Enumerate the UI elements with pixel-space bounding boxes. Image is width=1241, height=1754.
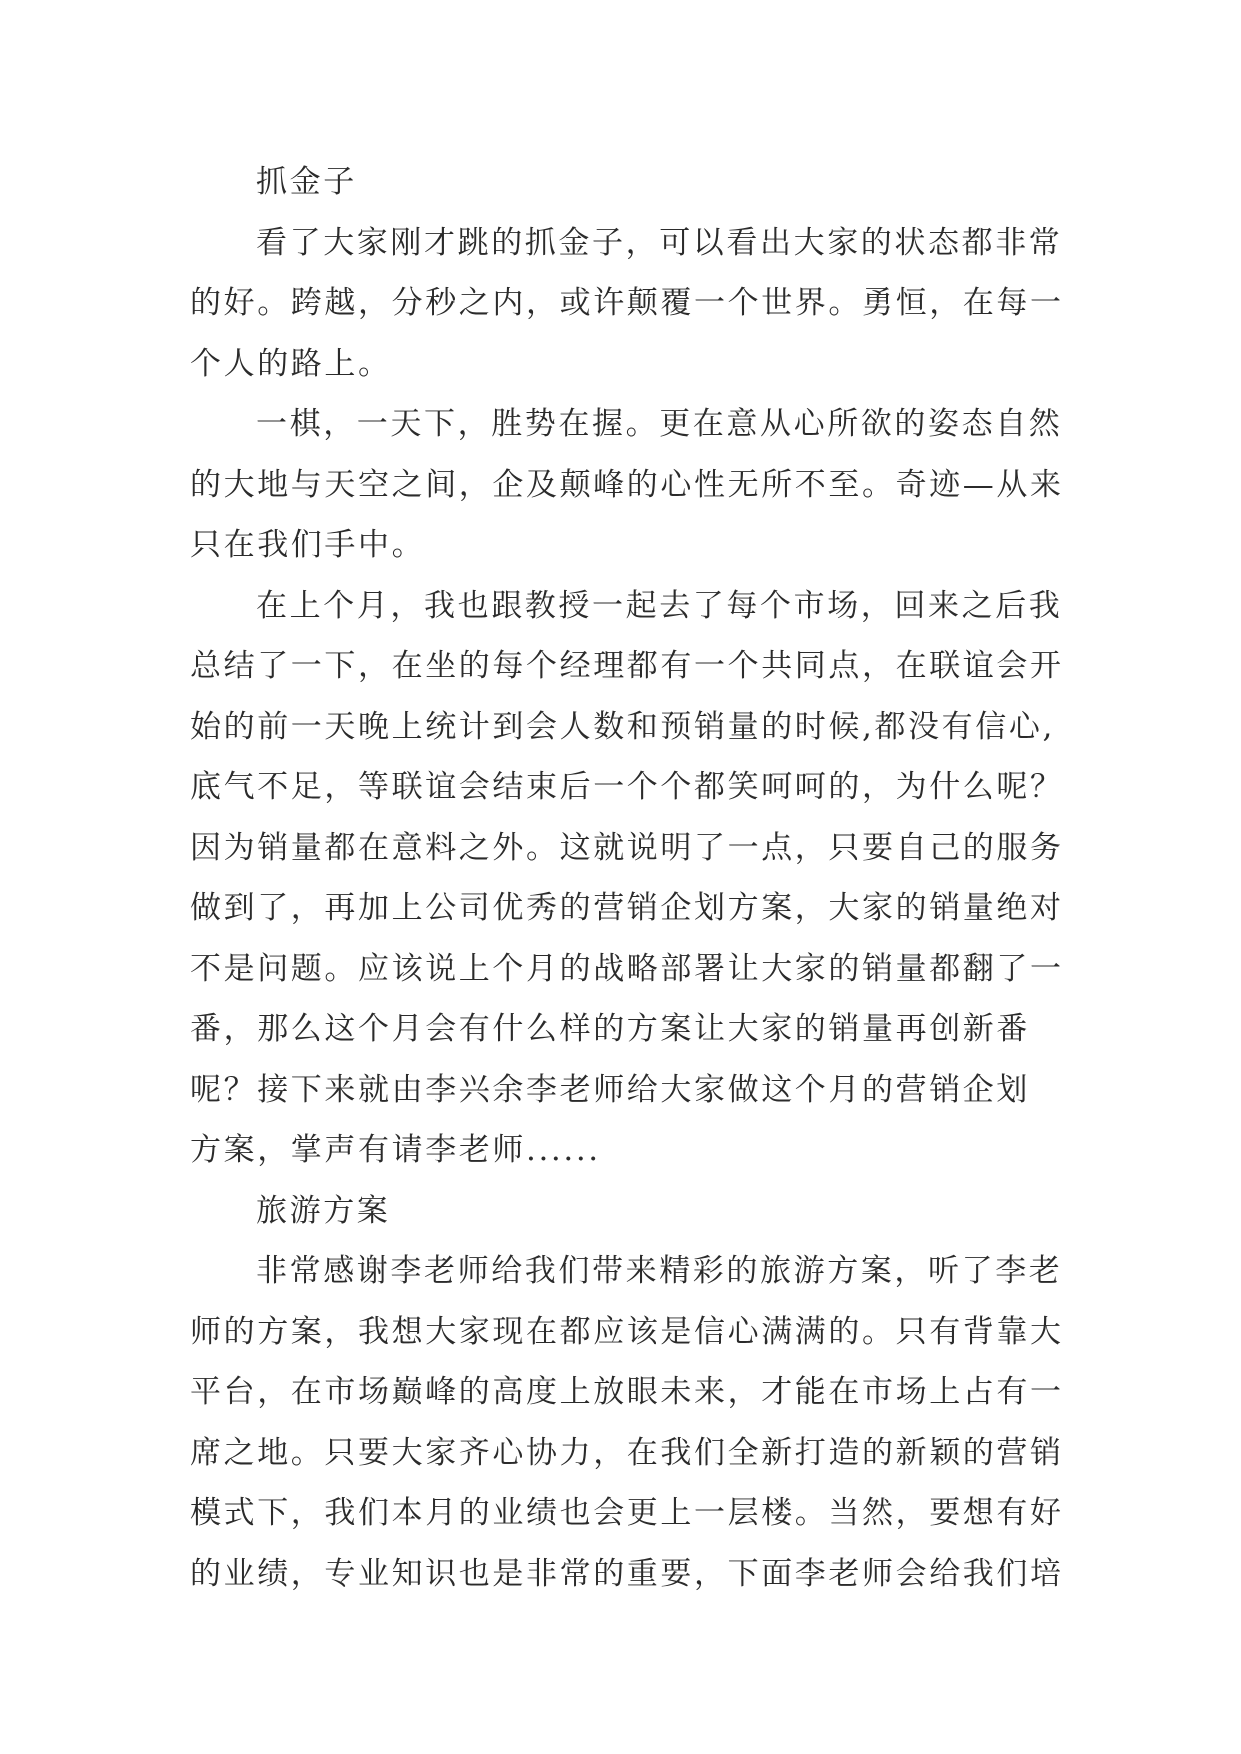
paragraph-line: 不是问题。应该说上个月的战略部署让大家的销量都翻了一 bbox=[190, 950, 1064, 987]
paragraph-line: 做到了，再加上公司优秀的营销企划方案，大家的销量绝对 bbox=[190, 890, 1064, 926]
paragraph-line: 平台，在市场巅峰的高度上放眼未来，才能在市场上占有一 bbox=[190, 1374, 1064, 1410]
paragraph-line: 总结了一下，在坐的每个经理都有一个共同点，在联谊会开 bbox=[190, 648, 1064, 684]
paragraph-line: 的业绩，专业知识也是非常的重要，下面李老师会给我们培 bbox=[190, 1555, 1064, 1592]
section-heading: 抓金子 bbox=[256, 164, 357, 200]
paragraph-line: 因为销量都在意料之外。这就说明了一点，只要自己的服务 bbox=[190, 829, 1064, 866]
paragraph-line: 始的前一天晚上统计到会人数和预销量的时候,都没有信心, bbox=[190, 708, 1055, 745]
paragraph-line: 底气不足，等联谊会结束后一个个都笑呵呵的，为什么呢？ bbox=[190, 769, 1064, 805]
paragraph-line: 番，那么这个月会有什么样的方案让大家的销量再创新番 bbox=[190, 1011, 1030, 1047]
paragraph-line: 个人的路上。 bbox=[190, 345, 392, 382]
paragraph-line: 方案，掌声有请李老师...... bbox=[190, 1132, 601, 1168]
document-body bbox=[190, 152, 1064, 1604]
paragraph-line: 的大地与天空之间，企及颠峰的心性无所不至。奇迹—从来 bbox=[190, 466, 1064, 503]
paragraph-line: 只在我们手中。 bbox=[190, 527, 426, 563]
paragraph-line: 席之地。只要大家齐心协力，在我们全新打造的新颖的营销 bbox=[190, 1434, 1064, 1471]
paragraph-line: 师的方案，我想大家现在都应该是信心满满的。只有背靠大 bbox=[190, 1313, 1064, 1350]
paragraph-line: 模式下，我们本月的业绩也会更上一层楼。当然，要想有好 bbox=[190, 1495, 1064, 1531]
paragraph-line: 呢？接下来就由李兴余李老师给大家做这个月的营销企划 bbox=[190, 1071, 1030, 1108]
paragraph-line: 一棋，一天下，胜势在握。更在意从心所欲的姿态自然 bbox=[256, 406, 1063, 442]
paragraph-line: 看了大家刚才跳的抓金子，可以看出大家的状态都非常 bbox=[256, 224, 1063, 261]
paragraph-line: 的好。跨越，分秒之内，或许颠覆一个世界。勇恒，在每一 bbox=[190, 285, 1064, 321]
paragraph-line: 在上个月，我也跟教授一起去了每个市场，回来之后我 bbox=[256, 587, 1063, 624]
paragraph-line: 非常感谢李老师给我们带来精彩的旅游方案，听了李老 bbox=[256, 1253, 1063, 1289]
section-heading: 旅游方案 bbox=[256, 1192, 391, 1229]
